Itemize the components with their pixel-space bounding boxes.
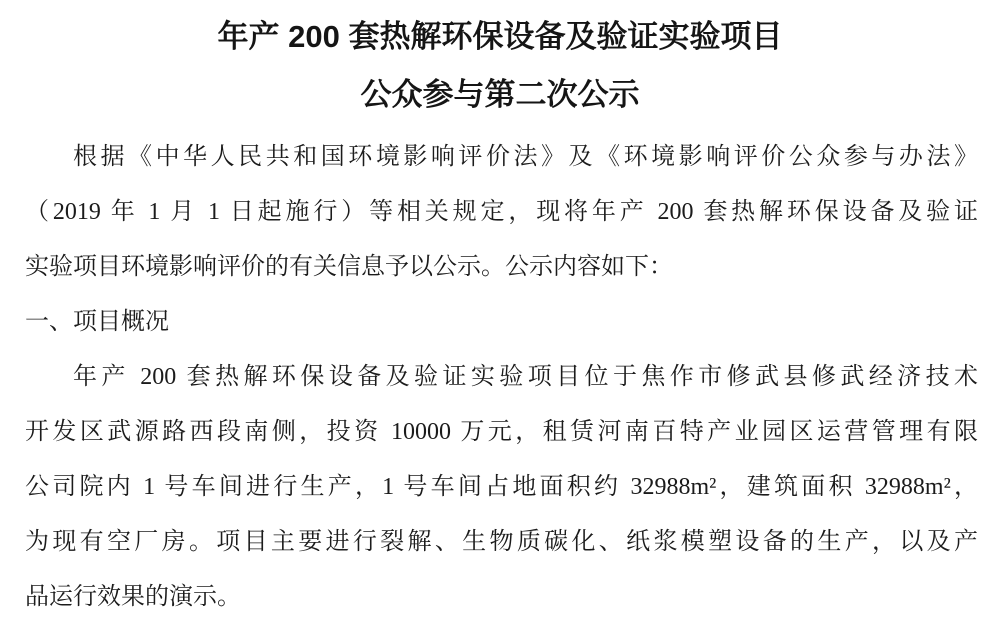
intro-paragraph [25,130,978,295]
intro-paragraph-line-1: 根据《中华人民共和国环境影响评价法》及《环境影响评价公众参与办法》 [73,144,978,170]
section-1-paragraph-line-1: 年产 200 套热解环保设备及验证实验项目位于焦作市修武县修武经济技术 [73,364,978,390]
section-1-paragraph-line-5: 品运行效果的演示。 [25,584,241,610]
document-title [0,8,1000,124]
intro-paragraph-line-3: 实验项目环境影响评价的有关信息予以公示。公示内容如下： [25,254,673,280]
title-line-2: 公众参与第二次公示 [360,77,640,112]
section-1-paragraph-line-4: 为现有空厂房。项目主要进行裂解、生物质碳化、纸浆模塑设备的生产，以及产 [25,529,978,555]
section-1-paragraph-line-3: 公司院内 1 号车间进行生产，1 号车间占地面积约 32988m²，建筑面积 32988m²， [25,474,978,500]
title-line-1: 年产 200 套热解环保设备及验证实验项目 [217,19,783,54]
section-1-paragraph-line-2: 开发区武源路西段南侧，投资 10000 万元，租赁河南百特产业园区运营管理有限 [25,419,978,445]
intro-paragraph-line-2: （2019 年 1 月 1 日起施行）等相关规定，现将年产 200 套热解环保设备及验证 [25,199,978,225]
section-1-heading: 一、项目概况 [25,309,169,335]
section-1-paragraph [25,350,978,620]
document-body [0,130,1000,620]
